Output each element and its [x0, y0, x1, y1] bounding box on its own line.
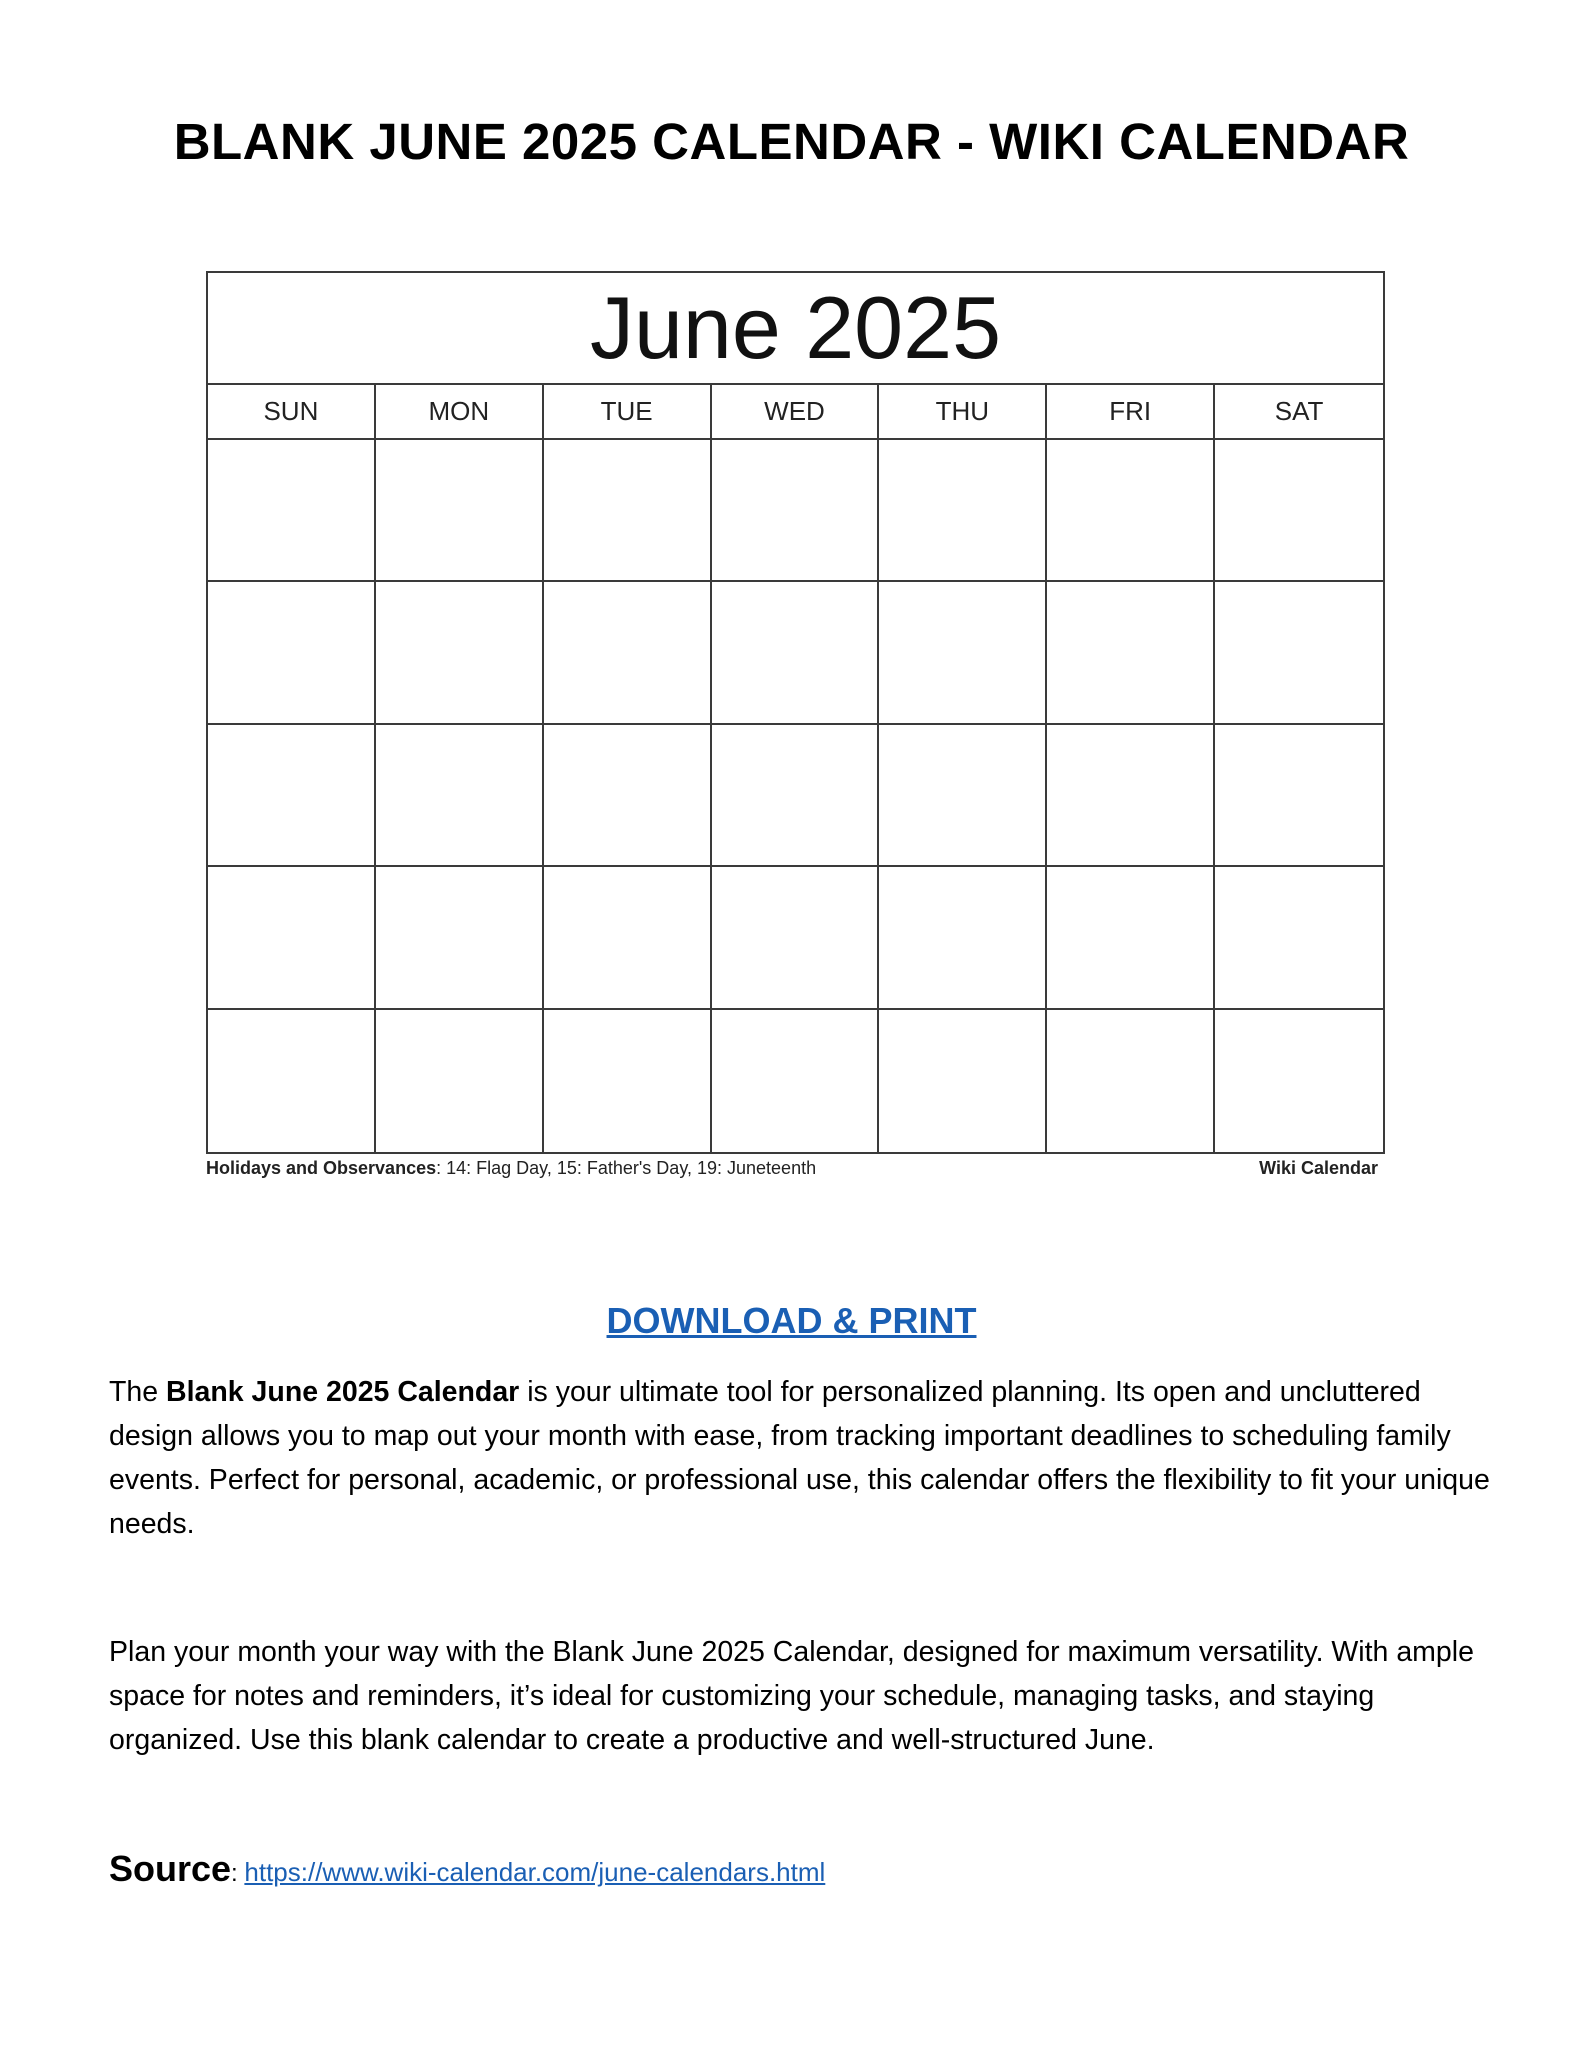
day-cell: [879, 582, 1047, 724]
day-cell: [376, 582, 544, 724]
day-cell: [376, 867, 544, 1009]
day-cell: [1047, 1010, 1215, 1152]
source-url-link[interactable]: https://www.wiki-calendar.com/june-calendars.html: [244, 1857, 826, 1887]
calendar-brand: Wiki Calendar: [1259, 1158, 1378, 1178]
day-cell: [1047, 725, 1215, 867]
day-cell: [879, 1010, 1047, 1152]
day-cell: [376, 1010, 544, 1152]
source-label: Source: [109, 1848, 232, 1889]
page-title: BLANK JUNE 2025 CALENDAR - WIKI CALENDAR: [173, 113, 1410, 170]
day-cell: [1215, 1010, 1383, 1152]
calendar-grid: [208, 385, 1383, 1152]
day-cell: [879, 867, 1047, 1009]
holidays-line: [206, 1158, 816, 1179]
day-cell: [1047, 440, 1215, 582]
paragraph-bold-text: Blank June 2025 Calendar: [166, 1376, 520, 1408]
day-cell: [376, 725, 544, 867]
day-cell: [1215, 440, 1383, 582]
holidays-text: : 14: Flag Day, 15: Father's Day, 19: Juneteenth: [436, 1158, 817, 1178]
day-cell: [712, 582, 880, 724]
day-cell: [544, 725, 712, 867]
weekday-header: THU: [879, 385, 1047, 440]
day-cell: [712, 725, 880, 867]
day-cell: [544, 582, 712, 724]
calendar-month-title: June 2025: [208, 273, 1383, 385]
weekday-header: FRI: [1047, 385, 1215, 440]
day-cell: [879, 440, 1047, 582]
day-cell: [712, 867, 880, 1009]
day-cell: [1047, 582, 1215, 724]
paragraph-text: is your ultimate tool for personalized planning. Its open and uncluttered design allows you to map out your month with ease, from tracking important deadlines to scheduling family events. Perfect for personal, academic, or professional use, this calendar offers the flexibility to fit your unique needs.: [109, 1376, 1490, 1540]
day-cell: [376, 440, 544, 582]
day-cell: [879, 725, 1047, 867]
day-cell: [208, 1010, 376, 1152]
calendar-footer: [206, 1158, 1378, 1179]
day-cell: [544, 867, 712, 1009]
paragraph-text: The: [109, 1376, 167, 1408]
day-cell: [712, 440, 880, 582]
day-cell: [1047, 867, 1215, 1009]
holidays-label: Holidays and Observances: [206, 1158, 437, 1178]
weekday-header: SAT: [1215, 385, 1383, 440]
source-line: [109, 1848, 825, 1890]
day-cell: [208, 440, 376, 582]
day-cell: [208, 725, 376, 867]
weekday-header: WED: [712, 385, 880, 440]
day-cell: [1215, 582, 1383, 724]
weekday-header: SUN: [208, 385, 376, 440]
day-cell: [208, 867, 376, 1009]
weekday-header: TUE: [544, 385, 712, 440]
intro-paragraph: [109, 1370, 1494, 1546]
day-cell: [1215, 725, 1383, 867]
download-print-link[interactable]: DOWNLOAD & PRINT: [606, 1300, 977, 1341]
day-cell: [712, 1010, 880, 1152]
day-cell: [208, 582, 376, 724]
calendar-image: [206, 271, 1385, 1154]
day-cell: [544, 440, 712, 582]
second-paragraph: Plan your month your way with the Blank June 2025 Calendar, designed for maximum versatility. With ample space for notes and reminders, it’s ideal for customizing your schedule, managing tasks, and staying organized. Use this blank calendar to create a productive and well-structured June.: [109, 1636, 1474, 1756]
weekday-header: MON: [376, 385, 544, 440]
day-cell: [1215, 867, 1383, 1009]
day-cell: [544, 1010, 712, 1152]
source-colon: :: [231, 1860, 245, 1887]
